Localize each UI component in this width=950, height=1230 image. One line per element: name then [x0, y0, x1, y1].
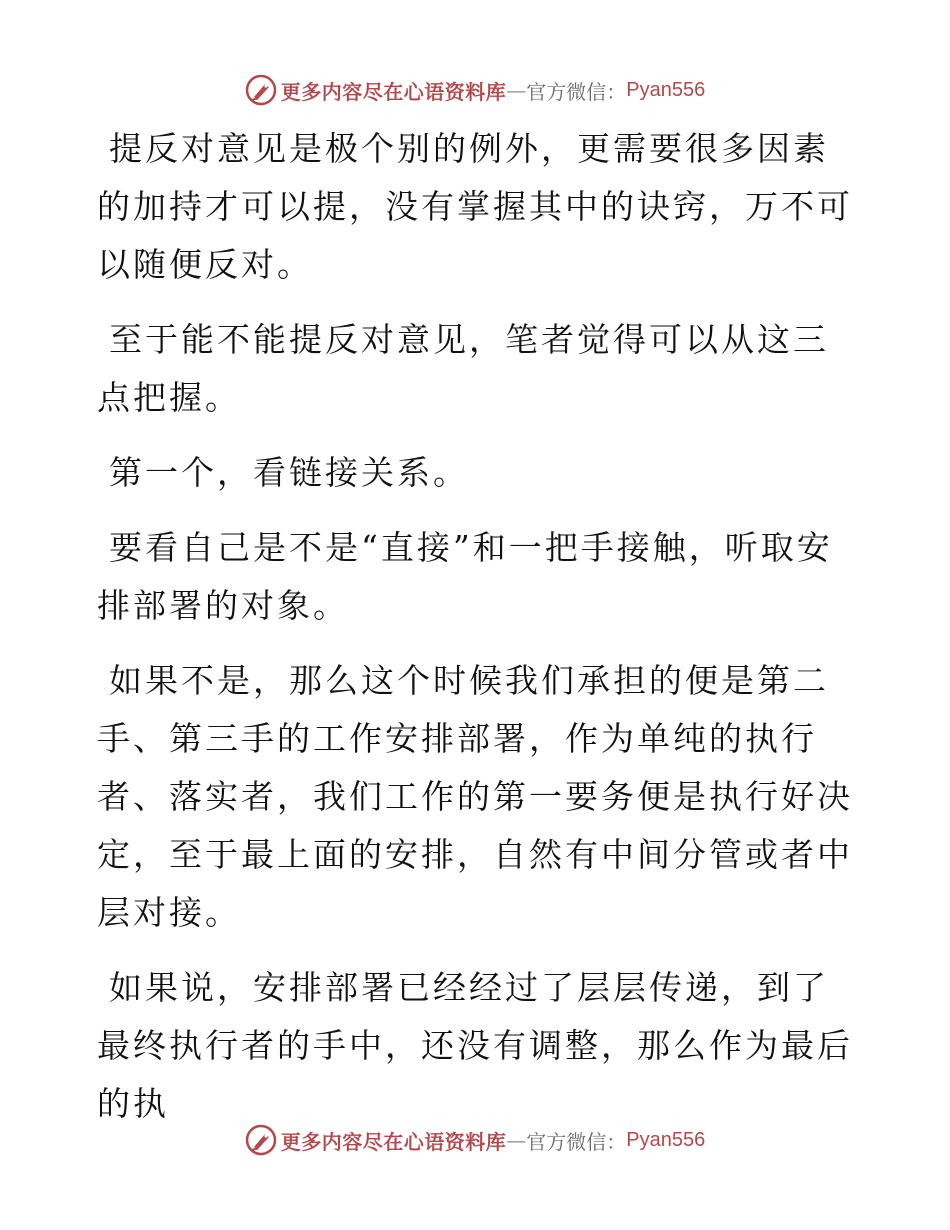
paragraph: 如果说，安排部署已经经过了层层传递，到了最终执行者的手中，还没有调整，那么作为最后的执: [97, 968, 853, 1123]
footer-dash: —: [506, 1128, 527, 1152]
footer-wechat-label: 官方微信：: [526, 1129, 627, 1154]
pen-nib-logo-icon: [245, 74, 277, 106]
footer-banner: [0, 1120, 950, 1160]
header-wechat-label: 官方微信：: [526, 79, 627, 104]
paragraph: 如果不是，那么这个时候我们承担的便是第二手、第三手的工作安排部署，作为单纯的执行者、落实者，我们工作的第一要务便是执行好决定，至于最上面的安排，自然有中间分管或者中层对接。: [97, 661, 853, 932]
paragraph: 至于能不能提反对意见，笔者觉得可以从这三点把握。: [97, 320, 829, 417]
document-body: [97, 120, 857, 1150]
footer-wechat-id: Pyan556: [626, 1128, 706, 1151]
header-dash: —: [506, 78, 527, 102]
header-brand-text: 更多内容尽在心语资料库: [280, 79, 507, 104]
paragraph: 提反对意见是极个别的例外，更需要很多因素的加持才可以提，没有掌握其中的诀窍，万不可以随便反对。: [97, 129, 853, 284]
footer-brand-text: 更多内容尽在心语资料库: [280, 1129, 507, 1154]
pen-nib-logo-icon: [245, 1124, 277, 1156]
paragraph: 要看自己是不是“直接”和一把手接触，听取安排部署的对象。: [97, 528, 833, 625]
header-banner: [0, 70, 950, 110]
paragraph: 第一个，看链接关系。: [109, 453, 469, 492]
header-wechat-id: Pyan556: [626, 78, 706, 101]
